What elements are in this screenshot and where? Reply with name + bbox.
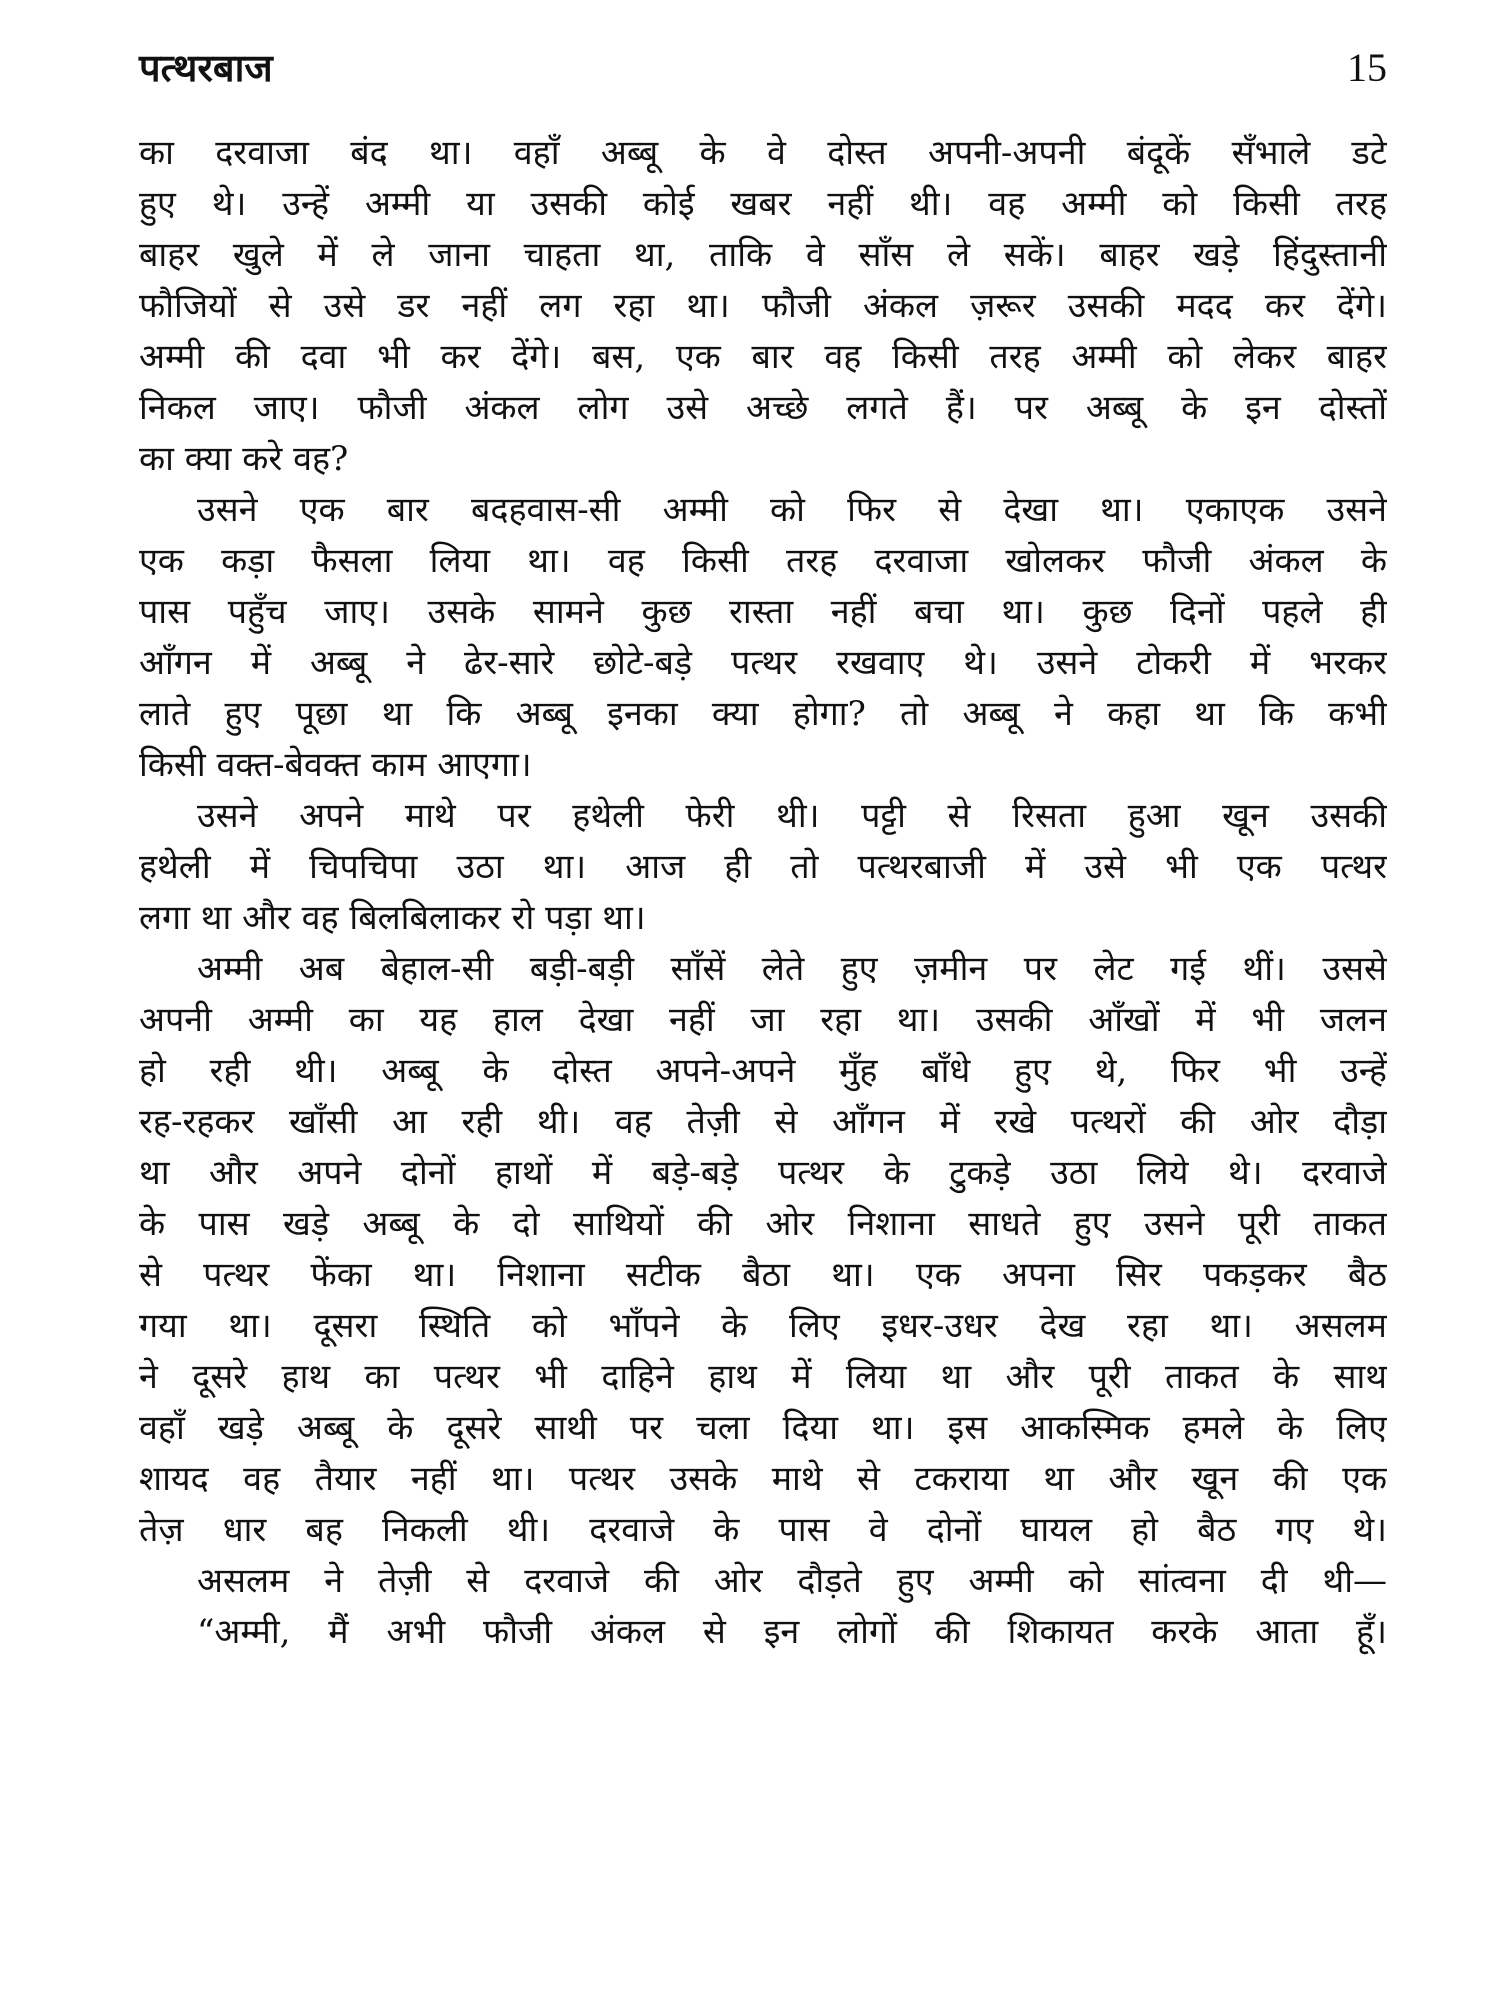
text-line: उसने एक बार बदहवास-सी अम्मी को फिर से देखा था। एकाएक उसने [197, 490, 1387, 530]
text-line: अपनी अम्मी का यह हाल देखा नहीं जा रहा था। उसकी आँखों में भी जलन [139, 1000, 1387, 1040]
text-line: था और अपने दोनों हाथों में बड़े-बड़े पत्थर के टुकड़े उठा लिये थे। दरवाजे [139, 1153, 1387, 1193]
text-line: वहाँ खड़े अब्बू के दूसरे साथी पर चला दिया था। इस आकस्मिक हमले के लिए [139, 1408, 1387, 1448]
text-line: हुए थे। उन्हें अम्मी या उसकी कोई खबर नहीं थी। वह अम्मी को किसी तरह [139, 184, 1387, 224]
text-line: अम्मी की दवा भी कर देंगे। बस, एक बार वह किसी तरह अम्मी को लेकर बाहर [139, 337, 1387, 377]
text-line: असलम ने तेज़ी से दरवाजे की ओर दौड़ते हुए अम्मी को सांत्वना दी थी— [197, 1561, 1387, 1601]
text-line: का दरवाजा बंद था। वहाँ अब्बू के वे दोस्त अपनी-अपनी बंदूकें सँभाले डटे [139, 133, 1387, 173]
text-line: शायद वह तैयार नहीं था। पत्थर उसके माथे से टकराया था और खून की एक [139, 1459, 1387, 1499]
text-line: के पास खड़े अब्बू के दो साथियों की ओर निशाना साधते हुए उसने पूरी ताकत [139, 1204, 1387, 1244]
text-line: निकल जाए। फौजी अंकल लोग उसे अच्छे लगते हैं। पर अब्बू के इन दोस्तों [139, 388, 1387, 428]
text-line: तेज़ धार बह निकली थी। दरवाजे के पास वे दोनों घायल हो बैठ गए थे। [139, 1510, 1387, 1550]
running-title: पत्थरबाज [139, 45, 273, 90]
page-header [139, 38, 1387, 98]
text-line: रह-रहकर खाँसी आ रही थी। वह तेज़ी से आँगन में रखे पत्थरों की ओर दौड़ा [139, 1102, 1387, 1142]
text-line: से पत्थर फेंका था। निशाना सटीक बैठा था। एक अपना सिर पकड़कर बैठ [139, 1255, 1387, 1295]
text-line: हथेली में चिपचिपा उठा था। आज ही तो पत्थरबाजी में उसे भी एक पत्थर [139, 847, 1387, 887]
text-line: गया था। दूसरा स्थिति को भाँपने के लिए इधर-उधर देख रहा था। असलम [139, 1306, 1387, 1346]
text-line: लाते हुए पूछा था कि अब्बू इनका क्या होगा? तो अब्बू ने कहा था कि कभी [139, 694, 1387, 734]
text-line: “अम्मी, मैं अभी फौजी अंकल से इन लोगों की शिकायत करके आता हूँ। [197, 1612, 1387, 1652]
text-line: बाहर खुले में ले जाना चाहता था, ताकि वे साँस ले सकें। बाहर खड़े हिंदुस्तानी [139, 235, 1387, 275]
body-text [139, 128, 1387, 1658]
text-line: किसी वक्त-बेवक्त काम आएगा। [139, 745, 532, 785]
text-line: एक कड़ा फैसला लिया था। वह किसी तरह दरवाजा खोलकर फौजी अंकल के [139, 541, 1387, 581]
text-line: हो रही थी। अब्बू के दोस्त अपने-अपने मुँह बाँधे हुए थे, फिर भी उन्हें [139, 1051, 1387, 1091]
text-line: फौजियों से उसे डर नहीं लग रहा था। फौजी अंकल ज़रूर उसकी मदद कर देंगे। [139, 286, 1387, 326]
text-line: अम्मी अब बेहाल-सी बड़ी-बड़ी साँसें लेते हुए ज़मीन पर लेट गई थीं। उससे [197, 949, 1387, 989]
text-line: आँगन में अब्बू ने ढेर-सारे छोटे-बड़े पत्थर रखवाए थे। उसने टोकरी में भरकर [139, 643, 1387, 683]
text-line: का क्या करे वह? [139, 439, 349, 479]
text-line: उसने अपने माथे पर हथेली फेरी थी। पट्टी से रिसता हुआ खून उसकी [197, 796, 1387, 836]
text-line: ने दूसरे हाथ का पत्थर भी दाहिने हाथ में लिया था और पूरी ताकत के साथ [139, 1357, 1387, 1397]
text-line: पास पहुँच जाए। उसके सामने कुछ रास्ता नहीं बचा था। कुछ दिनों पहले ही [139, 592, 1387, 632]
page-number: 15 [1347, 45, 1387, 90]
text-line: लगा था और वह बिलबिलाकर रो पड़ा था। [139, 898, 646, 938]
